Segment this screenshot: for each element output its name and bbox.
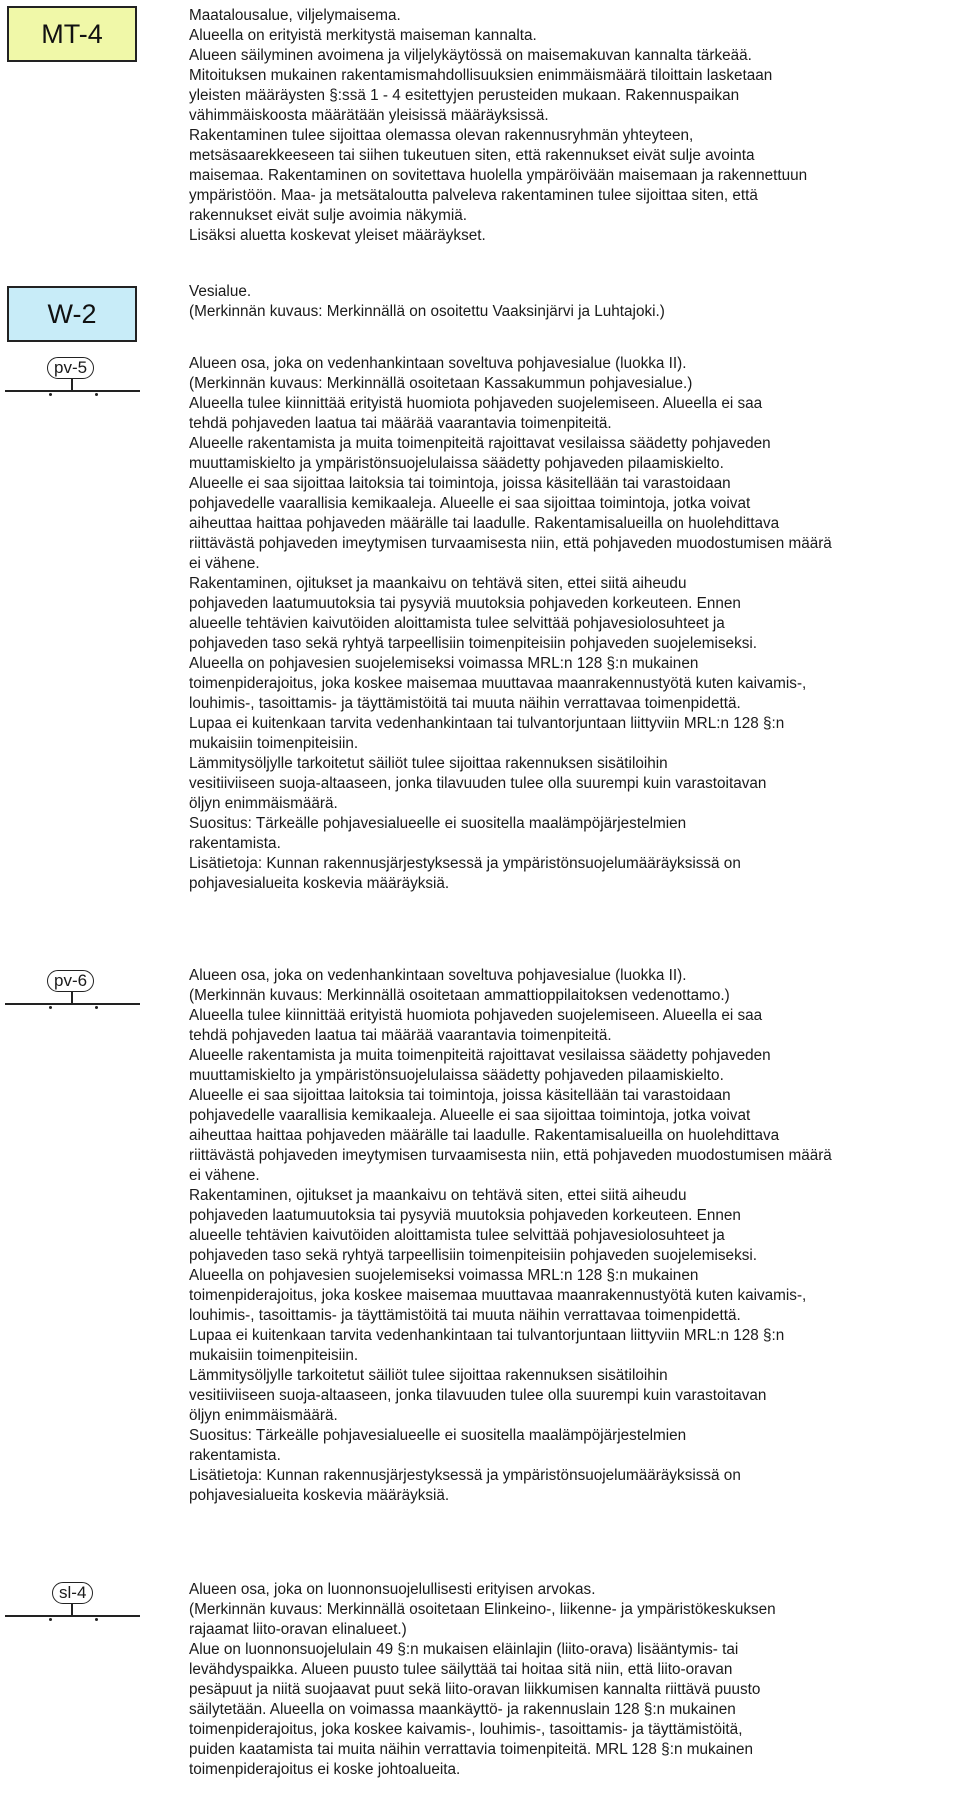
mt4-code: MT-4 <box>41 18 103 49</box>
sl4-boundary-line <box>5 1615 140 1617</box>
pv6-dot-left <box>49 1006 52 1009</box>
w2-code: W-2 <box>47 298 97 329</box>
sl4-symbol <box>5 1582 140 1622</box>
sl4-dot-left <box>49 1618 52 1621</box>
pv6-code: pv-6 <box>47 970 94 992</box>
pv6-dot-right <box>95 1006 98 1009</box>
sl4-stem <box>71 1603 73 1615</box>
sl4-description: Alueen osa, joka on luonnonsuojelullisesti erityisen arvokas. (Merkinnän kuvaus: Merkinnällä osoitetaan Elinkeino-, liikenne- ja ympäristökeskuksen rajaamat liito-oravan elinalueet.) Alue on luonnonsuojelulain 49 §:n mukaisen eläinlajin (liito-orava) lisääntymis- tai levähdyspaikka. Alueen puusto tulee säilyttää tai hoitaa sitä niin, että liito-oravan pesäpuut ja niitä suojaavat puut sekä liito-oravan liikkumisen kannalta riittävä puusto säilytetään. Alueella on voimassa maankäyttö- ja rakennuslain 128 §:n mukainen toimenpiderajoitus, joka koskee kaivamis-, louhimis-, tasoittamis- ja täyttämistöitä, puiden kaatamista tai muita näihin verrattavia toimenpiteitä. MRL 128 §:n mukainen toimenpiderajoitus ei koske johtoalueita. <box>189 1581 776 1778</box>
w2-symbol-box <box>7 286 137 342</box>
pv5-dot-right <box>95 393 98 396</box>
sl4-dot-right <box>95 1618 98 1621</box>
mt4-description: Maatalousalue, viljelymaisema. Alueella on erityistä merkitystä maiseman kannalta. Alueen säilyminen avoimena ja viljelykäytössä on maisemakuvan kannalta tärkeää. Mitoituksen mukainen rakentamismahdollisuuksien enimmäismäärä tiloittain lasketaan yleisten määräysten §:ssä 1 - 4 esitettyjen perusteiden mukaan. Rakennuspaikan vähimmäiskoosta määrätään yleisissä määräyksissä. Rakentaminen tulee sijoittaa olemassa olevan rakennusryhmän yhteyteen, metsäsaarekkeeseen tai siihen tukeutuen siten, että rakennukset eivät sulje avointa maisemaa. Rakentaminen on sovitettava huolella ympäröivään maisemaan ja rakennettuun ympäristöön. Maa- ja metsätaloutta palveleva rakentaminen tulee sijoittaa siten, että rakennukset eivät sulje avoimia näkymiä. Lisäksi aluetta koskevat yleiset määräykset. <box>189 7 808 244</box>
pv5-code: pv-5 <box>47 357 94 379</box>
pv6-symbol <box>5 970 140 1010</box>
pv5-boundary-line <box>5 390 140 392</box>
pv5-stem <box>71 378 73 390</box>
w2-description: Vesialue. (Merkinnän kuvaus: Merkinnällä on osoitettu Vaaksinjärvi ja Luhtajoki.) <box>189 283 665 320</box>
pv6-stem <box>71 991 73 1003</box>
pv5-dot-left <box>49 393 52 396</box>
pv6-description: Alueen osa, joka on vedenhankintaan soveltuva pohjavesialue (luokka II). (Merkinnän kuvaus: Merkinnällä osoitetaan ammattioppilaitoksen vedenottamo.) Alueella tulee kiinnittää erityistä huomiota pohjaveden suojelemiseen. Alueella ei saa tehdä pohjaveden laatua tai määrää vaarantavia toimenpiteitä. Alueelle rakentamista ja muita toimenpiteitä rajoittavat vesilaissa säädetty pohjaveden muuttamiskielto ja ympäristönsuojelulaissa säädetty pohjaveden pilaamiskielto. Alueelle ei saa sijoittaa laitoksia tai toimintoja, joissa käsitellään tai varastoidaan pohjavedelle vaarallisia kemikaaleja. Alueelle ei saa sijoittaa toimintoja, jotka voivat aiheuttaa haittaa pohjaveden määrälle tai laadulle. Rakentamisalueilla on huolehdittava riittävästä pohjaveden imeytymisen turvaamisesta niin, että pohjaveden muodostumisen määrä ei vähene. Rakentaminen, ojitukset ja maankaivu on tehtävä siten, ettei siitä aiheudu pohjaveden laatumuutoksia tai pysyviä muutoksia pohjaveden korkeuteen. Ennen alueelle tehtävien kaivutöiden aloittamista tulee selvittää pohjavesiolosuhteet ja pohjaveden taso sekä ryhtyä tarpeellisiin toimenpiteisiin pohjaveden suojelemiseksi. Alueella on pohjavesien suojelemiseksi voimassa MRL:n 128 §:n mukainen toimenpiderajoitus, joka koskee maisemaa muuttavaa maanrakennustyötä kuten kaivamis-, louhimis-, tasoittamis- ja täyttämistöitä tai muuta näihin verrattavaa toimenpidettä. Lupaa ei kuitenkaan tarvita vedenhankintaan tai tulvantorjuntaan liittyviin MRL:n 128 §:n mukaisiin toimenpiteisiin. Lämmitysöljylle tarkoitetut säiliöt tulee sijoittaa rakennuksen sisätiloihin vesitiiviiseen suoja-altaaseen, jonka tilavuuden tulee olla suurempi kuin varastoitavan öljyn enimmäismäärä. Suositus: Tärkeälle pohjavesialueelle ei suositella maalämpöjärjestelmien rakentamista. Lisätietoja: Kunnan rakennusjärjestyksessä ja ympäristönsuojelumääräyksissä on pohjavesialueita koskevia määräyksiä. <box>189 967 832 1504</box>
pv5-symbol <box>5 357 140 397</box>
pv5-description: Alueen osa, joka on vedenhankintaan soveltuva pohjavesialue (luokka II). (Merkinnän kuvaus: Merkinnällä osoitetaan Kassakummun pohjavesialue.) Alueella tulee kiinnittää erityistä huomiota pohjaveden suojelemiseen. Alueella ei saa tehdä pohjaveden laatua tai määrää vaarantavia toimenpiteitä. Alueelle rakentamista ja muita toimenpiteitä rajoittavat vesilaissa säädetty pohjaveden muuttamiskielto ja ympäristönsuojelulaissa säädetty pohjaveden pilaamiskielto. Alueelle ei saa sijoittaa laitoksia tai toimintoja, joissa käsitellään tai varastoidaan pohjavedelle vaarallisia kemikaaleja. Alueelle ei saa sijoittaa toimintoja, jotka voivat aiheuttaa haittaa pohjaveden määrälle tai laadulle. Rakentamisalueilla on huolehdittava riittävästä pohjaveden imeytymisen turvaamisesta niin, että pohjaveden muodostumisen määrä ei vähene. Rakentaminen, ojitukset ja maankaivu on tehtävä siten, ettei siitä aiheudu pohjaveden laatumuutoksia tai pysyviä muutoksia pohjaveden korkeuteen. Ennen alueelle tehtävien kaivutöiden aloittamista tulee selvittää pohjavesiolosuhteet ja pohjaveden taso sekä ryhtyä tarpeellisiin toimenpiteisiin pohjaveden suojelemiseksi. Alueella on pohjavesien suojelemiseksi voimassa MRL:n 128 §:n mukainen toimenpiderajoitus, joka koskee maisemaa muuttavaa maanrakennustyötä kuten kaivamis-, louhimis-, tasoittamis- ja täyttämistöitä tai muuta näihin verrattavaa toimenpidettä. Lupaa ei kuitenkaan tarvita vedenhankintaan tai tulvantorjuntaan liittyviin MRL:n 128 §:n mukaisiin toimenpiteisiin. Lämmitysöljylle tarkoitetut säiliöt tulee sijoittaa rakennuksen sisätiloihin vesitiiviiseen suoja-altaaseen, jonka tilavuuden tulee olla suurempi kuin varastoitavan öljyn enimmäismäärä. Suositus: Tärkeälle pohjavesialueelle ei suositella maalämpöjärjestelmien rakentamista. Lisätietoja: Kunnan rakennusjärjestyksessä ja ympäristönsuojelumääräyksissä on pohjavesialueita koskevia määräyksiä. <box>189 355 832 892</box>
sl4-code: sl-4 <box>52 1582 93 1604</box>
pv6-boundary-line <box>5 1003 140 1005</box>
mt4-symbol-box <box>7 6 137 62</box>
